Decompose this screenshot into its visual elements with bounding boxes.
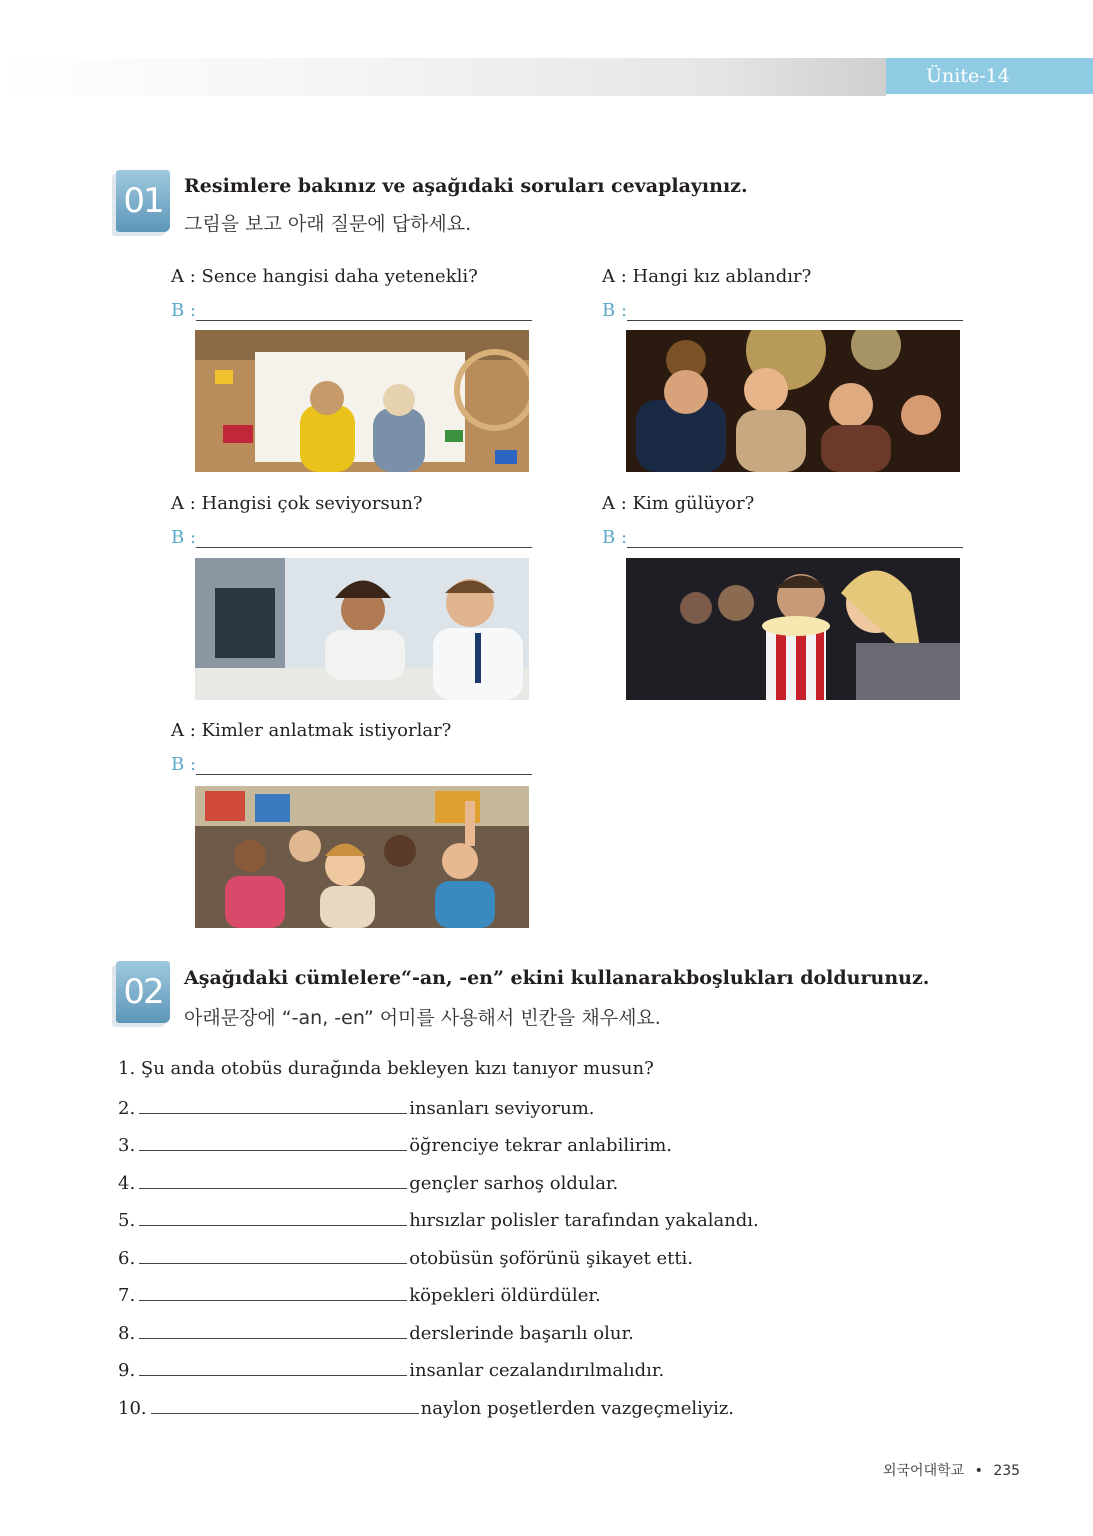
karaoke-party-photo	[626, 330, 960, 472]
exercise-number: 8.	[118, 1323, 136, 1344]
answer-line-3[interactable]	[196, 547, 532, 548]
answer-label-3: B :	[171, 527, 197, 548]
exercise-blank[interactable]	[139, 1320, 407, 1339]
exercise-row	[118, 1207, 759, 1231]
section-1-subtitle: 그림을 보고 아래 질문에 답하세요.	[184, 213, 472, 235]
exercise-row	[118, 1245, 693, 1269]
exercise-number: 9.	[118, 1360, 136, 1381]
answer-label-4: B :	[602, 527, 628, 548]
exercise-text: insanlar cezalandırılmalıdır.	[409, 1360, 665, 1381]
exercise-row	[118, 1395, 734, 1419]
header-band	[0, 58, 886, 96]
section-2-badge: 02	[116, 961, 170, 1023]
section-1-badge: 01	[116, 170, 170, 232]
answer-line-5[interactable]	[196, 774, 532, 775]
classroom-children-photo	[195, 786, 529, 928]
children-drawing-photo	[195, 330, 529, 472]
page-footer	[883, 1460, 1020, 1480]
exercise-number: 3.	[118, 1135, 136, 1156]
exercise-row	[118, 1132, 672, 1156]
exercise-text: hırsızlar polisler tarafından yakalandı.	[409, 1210, 759, 1231]
answer-line-1[interactable]	[196, 320, 532, 321]
exercise-number: 10.	[118, 1398, 147, 1419]
exercise-number: 6.	[118, 1248, 136, 1269]
example-sentence: 1. Şu anda otobüs durağında bekleyen kızı tanıyor musun?	[118, 1058, 654, 1079]
exercise-row	[118, 1095, 594, 1119]
footer-separator: •	[974, 1463, 983, 1479]
exercise-blank[interactable]	[139, 1170, 407, 1189]
answer-line-4[interactable]	[627, 547, 963, 548]
publisher-name: 외국어대학교	[883, 1463, 965, 1479]
answer-label-5: B :	[171, 754, 197, 775]
cinema-audience-photo	[626, 558, 960, 700]
exercise-blank[interactable]	[139, 1357, 407, 1376]
exercise-row	[118, 1357, 664, 1381]
exercise-text: derslerinde başarılı olur.	[409, 1323, 634, 1344]
exercise-text: gençler sarhoş oldular.	[409, 1173, 619, 1194]
question-3: A : Hangisi çok seviyorsun?	[171, 493, 423, 514]
question-1: A : Sence hangisi daha yetenekli?	[171, 266, 478, 287]
office-workers-photo	[195, 558, 529, 700]
page-number: 235	[993, 1463, 1021, 1479]
exercise-text: köpekleri öldürdüler.	[409, 1285, 601, 1306]
exercise-text: insanları seviyorum.	[409, 1098, 595, 1119]
exercise-text: naylon poşetlerden vazgeçmeliyiz.	[420, 1398, 735, 1419]
exercise-row	[118, 1282, 601, 1306]
exercise-text: otobüsün şoförünü şikayet etti.	[409, 1248, 694, 1269]
exercise-number: 5.	[118, 1210, 136, 1231]
question-4: A : Kim gülüyor?	[602, 493, 755, 514]
exercise-text: öğrenciye tekrar anlabilirim.	[409, 1135, 672, 1156]
exercise-blank[interactable]	[139, 1245, 407, 1264]
exercise-number: 4.	[118, 1173, 136, 1194]
exercise-blank[interactable]	[139, 1207, 407, 1226]
exercise-row	[118, 1170, 618, 1194]
exercise-blank[interactable]	[139, 1132, 407, 1151]
section-2-subtitle: 아래문장에 “-an, -en” 어미를 사용해서 빈칸을 채우세요.	[184, 1007, 661, 1029]
exercise-row	[118, 1320, 634, 1344]
unit-label: Ünite-14	[886, 58, 1093, 94]
exercise-number: 2.	[118, 1098, 136, 1119]
answer-label-2: B :	[602, 300, 628, 321]
answer-label-1: B :	[171, 300, 197, 321]
exercise-blank[interactable]	[151, 1395, 419, 1414]
exercise-blank[interactable]	[139, 1282, 407, 1301]
exercise-number: 7.	[118, 1285, 136, 1306]
answer-line-2[interactable]	[627, 320, 963, 321]
question-2: A : Hangi kız ablandır?	[602, 266, 812, 287]
section-2-title: Aşağıdaki cümlelere“-an, -en” ekini kullanarakboşlukları doldurunuz.	[184, 967, 930, 989]
question-5: A : Kimler anlatmak istiyorlar?	[171, 720, 452, 741]
section-1-title: Resimlere bakınız ve aşağıdaki soruları cevaplayınız.	[184, 175, 748, 197]
exercise-blank[interactable]	[139, 1095, 407, 1114]
